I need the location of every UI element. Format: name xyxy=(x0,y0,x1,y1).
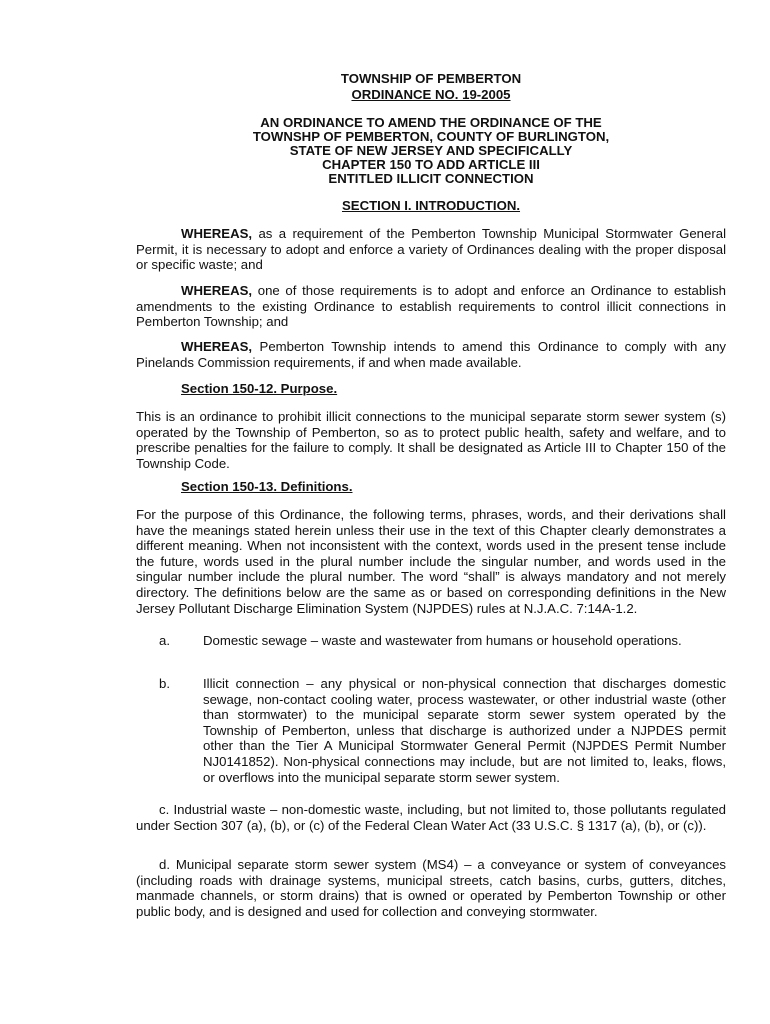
ordinance-number: ORDINANCE NO. 19-2005 xyxy=(351,87,511,102)
ordinance-title-line-1: AN ORDINANCE TO AMEND THE ORDINANCE OF THE xyxy=(260,115,602,130)
ordinance-title-line-3: STATE OF NEW JERSEY AND SPECIFICALLY xyxy=(289,143,573,158)
ordinance-number-wrap xyxy=(136,87,726,103)
definition-a-text: Domestic sewage – waste and wastewater from humans or household operations. xyxy=(203,633,682,648)
whereas-paragraph-1 xyxy=(136,226,726,273)
whereas-2-text: one of those requirements is to adopt and enforce an Ordinance to establish amendments to the existing Ordinance to establish requirements to control illicit connections in Pemberton Township; and xyxy=(136,283,726,330)
section-1-heading: SECTION I. INTRODUCTION. xyxy=(341,198,521,213)
definition-b-text: Illicit connection – any physical or non-physical connection that discharges domestic sewage, non-contact cooling water, process wastewater, or other industrial waste (other than stormwater) to the municipal separate storm sewer system operated by the Township of Pemberton, unless that discharge is authorized under a NJPDES permit other than the Tier A Municipal Stormwater General Permit (NJPDES Permit Number NJ0141852). Non-physical connections may include, but are not limited to, leaks, flows, or overflows into the municipal separate storm sewer system. xyxy=(203,676,726,785)
definition-c-paragraph: c. Industrial waste – non-domestic waste, including, but not limited to, those pollutants regulated under Section 307 (a), (b), or (c) of the Federal Clean Water Act (33 U.S.C. § 1317 (a), (b), or (c)). xyxy=(136,802,726,833)
section-1-heading-wrap xyxy=(136,198,726,214)
definition-a-label: a. xyxy=(159,633,170,648)
whereas-paragraph-3 xyxy=(136,339,726,370)
whereas-paragraph-2 xyxy=(136,283,726,330)
whereas-3-text: Pemberton Township intends to amend this Ordinance to comply with any Pinelands Commission requirements, if and when made available. xyxy=(136,339,726,370)
ordinance-title-line-5: ENTITLED ILLICIT CONNECTION xyxy=(328,171,534,186)
definition-d-paragraph: d. Municipal separate storm sewer system (MS4) – a conveyance or system of conveyances (including roads with drainage systems, municipal streets, catch basins, curbs, gutters, ditches, manmade channels, or storm drains) that is owned or operated by Pemberton Township or other public body, and is designed and used for collection and conveying stormwater. xyxy=(136,857,726,919)
purpose-paragraph: This is an ordinance to prohibit illicit connections to the municipal separate storm sewer system (s) operated by the Township of Pemberton, so as to protect public health, safety and welfare, and to prescribe penalties for the failure to comply. It shall be designated as Article III to Chapter 150 of the Township Code. xyxy=(136,409,726,471)
whereas-1-lead: WHEREAS, xyxy=(181,226,253,241)
definitions-intro-paragraph: For the purpose of this Ordinance, the following terms, phrases, words, and their derivations shall have the meanings stated herein unless their use in the text of this Chapter clearly demonstrates a different meaning. When not inconsistent with the context, words used in the present tense include the future, words used in the plural number include the singular number, and words used in the singular number include the plural number. The word “shall” is always mandatory and not merely directory. The definitions below are the same as or based on corresponding definitions in the New Jersey Pollutant Discharge Elimination System (NJPDES) rules at N.J.A.C. 7:14A-1.2. xyxy=(136,507,726,616)
definition-b-label: b. xyxy=(159,676,170,691)
purpose-heading: Section 150-12. Purpose. xyxy=(181,381,338,396)
township-title: TOWNSHIP OF PEMBERTON xyxy=(340,71,522,86)
whereas-2-lead: WHEREAS, xyxy=(181,283,253,298)
definitions-heading: Section 150-13. Definitions. xyxy=(181,479,353,494)
whereas-3-lead: WHEREAS, xyxy=(181,339,253,354)
ordinance-title-line-2: TOWNSHP OF PEMBERTON, COUNTY OF BURLINGTON, xyxy=(252,129,610,144)
whereas-1-text: as a requirement of the Pemberton Township Municipal Stormwater General Permit, it is necessary to adopt and enforce a variety of Ordinances dealing with the proper disposal or specific waste; and xyxy=(136,226,726,273)
ordinance-title-line-4: CHAPTER 150 TO ADD ARTICLE III xyxy=(322,157,540,172)
